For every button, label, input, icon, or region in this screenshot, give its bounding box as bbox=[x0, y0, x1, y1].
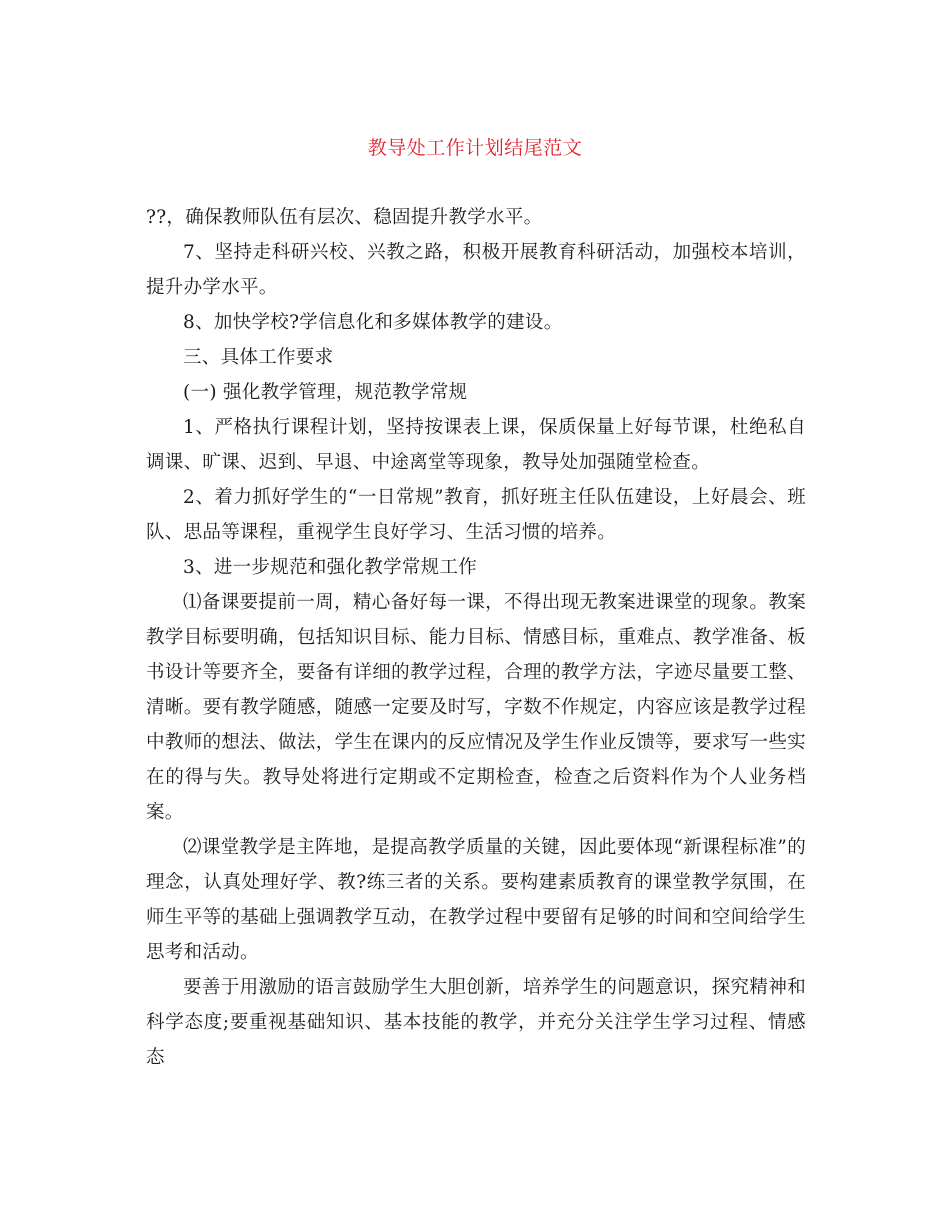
paragraph-item-8: 8、加快学校?学信息化和多媒体教学的建设。 bbox=[183, 312, 563, 333]
paragraph-rule-1: 1、严格执行课程计划，坚持按课表上课，保质保量上好每节课，杜绝私自调课、旷课、迟到、早退、中途离堂等现象，教导处加强随堂检查。 bbox=[146, 417, 806, 473]
paragraph-classroom-teaching: ⑵课堂教学是主阵地，是提高教学质量的关键，因此要体现“新课程标准”的理念，认真处理好学、教?练三者的关系。要构建素质教育的课堂教学氛围，在师生平等的基础上强调教学互动，在教学过程中要留有足够的时间和空间给学生思考和活动。 bbox=[146, 837, 806, 963]
paragraph-encouragement: 要善于用激励的语言鼓励学生大胆创新，培养学生的问题意识，探究精神和科学态度;要重视基础知识、基本技能的教学，并充分关注学生学习过程、情感态 bbox=[146, 977, 806, 1068]
paragraph-rule-2: 2、着力抓好学生的“一日常规”教育，抓好班主任队伍建设，上好晨会、班队、思品等课程，重视学生良好学习、生活习惯的培养。 bbox=[146, 487, 806, 543]
subsection-heading-management: (一) 强化教学管理，规范教学常规 bbox=[183, 382, 468, 403]
paragraph-item-7: 7、坚持走科研兴校、兴教之路，积极开展教育科研活动，加强校本培训，提升办学水平。 bbox=[146, 242, 806, 298]
document-title: 教导处工作计划结尾范文 bbox=[367, 137, 583, 159]
paragraph-lesson-prep: ⑴备课要提前一周，精心备好每一课，不得出现无教案进课堂的现象。教案教学目标要明确，包括知识目标、能力目标、情感目标，重难点、教学准备、板书设计等要齐全，要备有详细的教学过程，合理的教学方法，字迹尽量要工整、清晰。要有教学随感，随感一定要及时写，字数不作规定，内容应该是教学过程中教师的想法、做法，学生在课内的反应情况及学生作业反馈等，要求写一些实在的得与失。教导处将进行定期或不定期检查，检查之后资料作为个人业务档案。 bbox=[146, 592, 806, 823]
section-heading-requirements: 三、具体工作要求 bbox=[183, 347, 334, 368]
paragraph-continuation: ??，确保教师队伍有层次、稳固提升教学水平。 bbox=[146, 207, 543, 228]
paragraph-rule-3: 3、进一步规范和强化教学常规工作 bbox=[183, 557, 478, 578]
document-body bbox=[146, 200, 806, 1075]
